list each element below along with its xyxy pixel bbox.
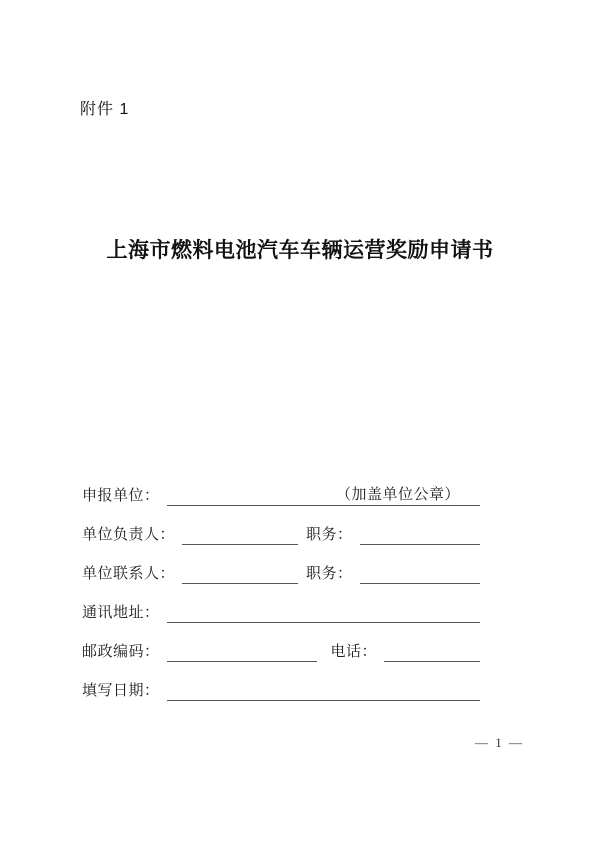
applicant-unit-blank-line[interactable] bbox=[167, 486, 480, 506]
page-number: — 1 — bbox=[475, 735, 524, 750]
mailing-address-blank-line[interactable] bbox=[167, 603, 480, 623]
form-row-postal-code bbox=[82, 642, 480, 662]
form-row-applicant-unit bbox=[82, 486, 480, 506]
fill-date-blank-line[interactable] bbox=[167, 681, 480, 701]
unit-head-position-blank-line[interactable] bbox=[360, 525, 480, 545]
unit-head-label: 单位负责人： bbox=[82, 527, 176, 543]
postal-code-blank-line[interactable] bbox=[167, 642, 317, 662]
unit-head-blank-line[interactable] bbox=[182, 525, 298, 545]
postal-code-label: 邮政编码： bbox=[82, 644, 160, 660]
document-title: 上海市燃料电池汽车车辆运营奖励申请书 bbox=[106, 239, 494, 262]
form-row-unit-contact bbox=[82, 564, 480, 584]
form-row-mailing-address bbox=[82, 603, 480, 623]
application-form bbox=[82, 486, 480, 720]
applicant-unit-label: 申报单位： bbox=[82, 488, 160, 504]
mailing-address-label: 通讯地址： bbox=[82, 605, 160, 621]
phone-label: 电话： bbox=[330, 644, 378, 660]
unit-contact-position-blank-line[interactable] bbox=[360, 564, 480, 584]
phone-blank-line[interactable] bbox=[384, 642, 480, 662]
form-row-unit-head bbox=[82, 525, 480, 545]
attachment-label: 附件 1 bbox=[80, 101, 130, 118]
unit-contact-label: 单位联系人： bbox=[82, 566, 176, 582]
unit-contact-position-label: 职务： bbox=[306, 566, 353, 582]
form-row-fill-date bbox=[82, 681, 480, 701]
fill-date-label: 填写日期： bbox=[82, 683, 160, 699]
unit-contact-blank-line[interactable] bbox=[182, 564, 298, 584]
seal-note: （加盖单位公章） bbox=[335, 487, 460, 503]
unit-head-position-label: 职务： bbox=[306, 527, 353, 543]
